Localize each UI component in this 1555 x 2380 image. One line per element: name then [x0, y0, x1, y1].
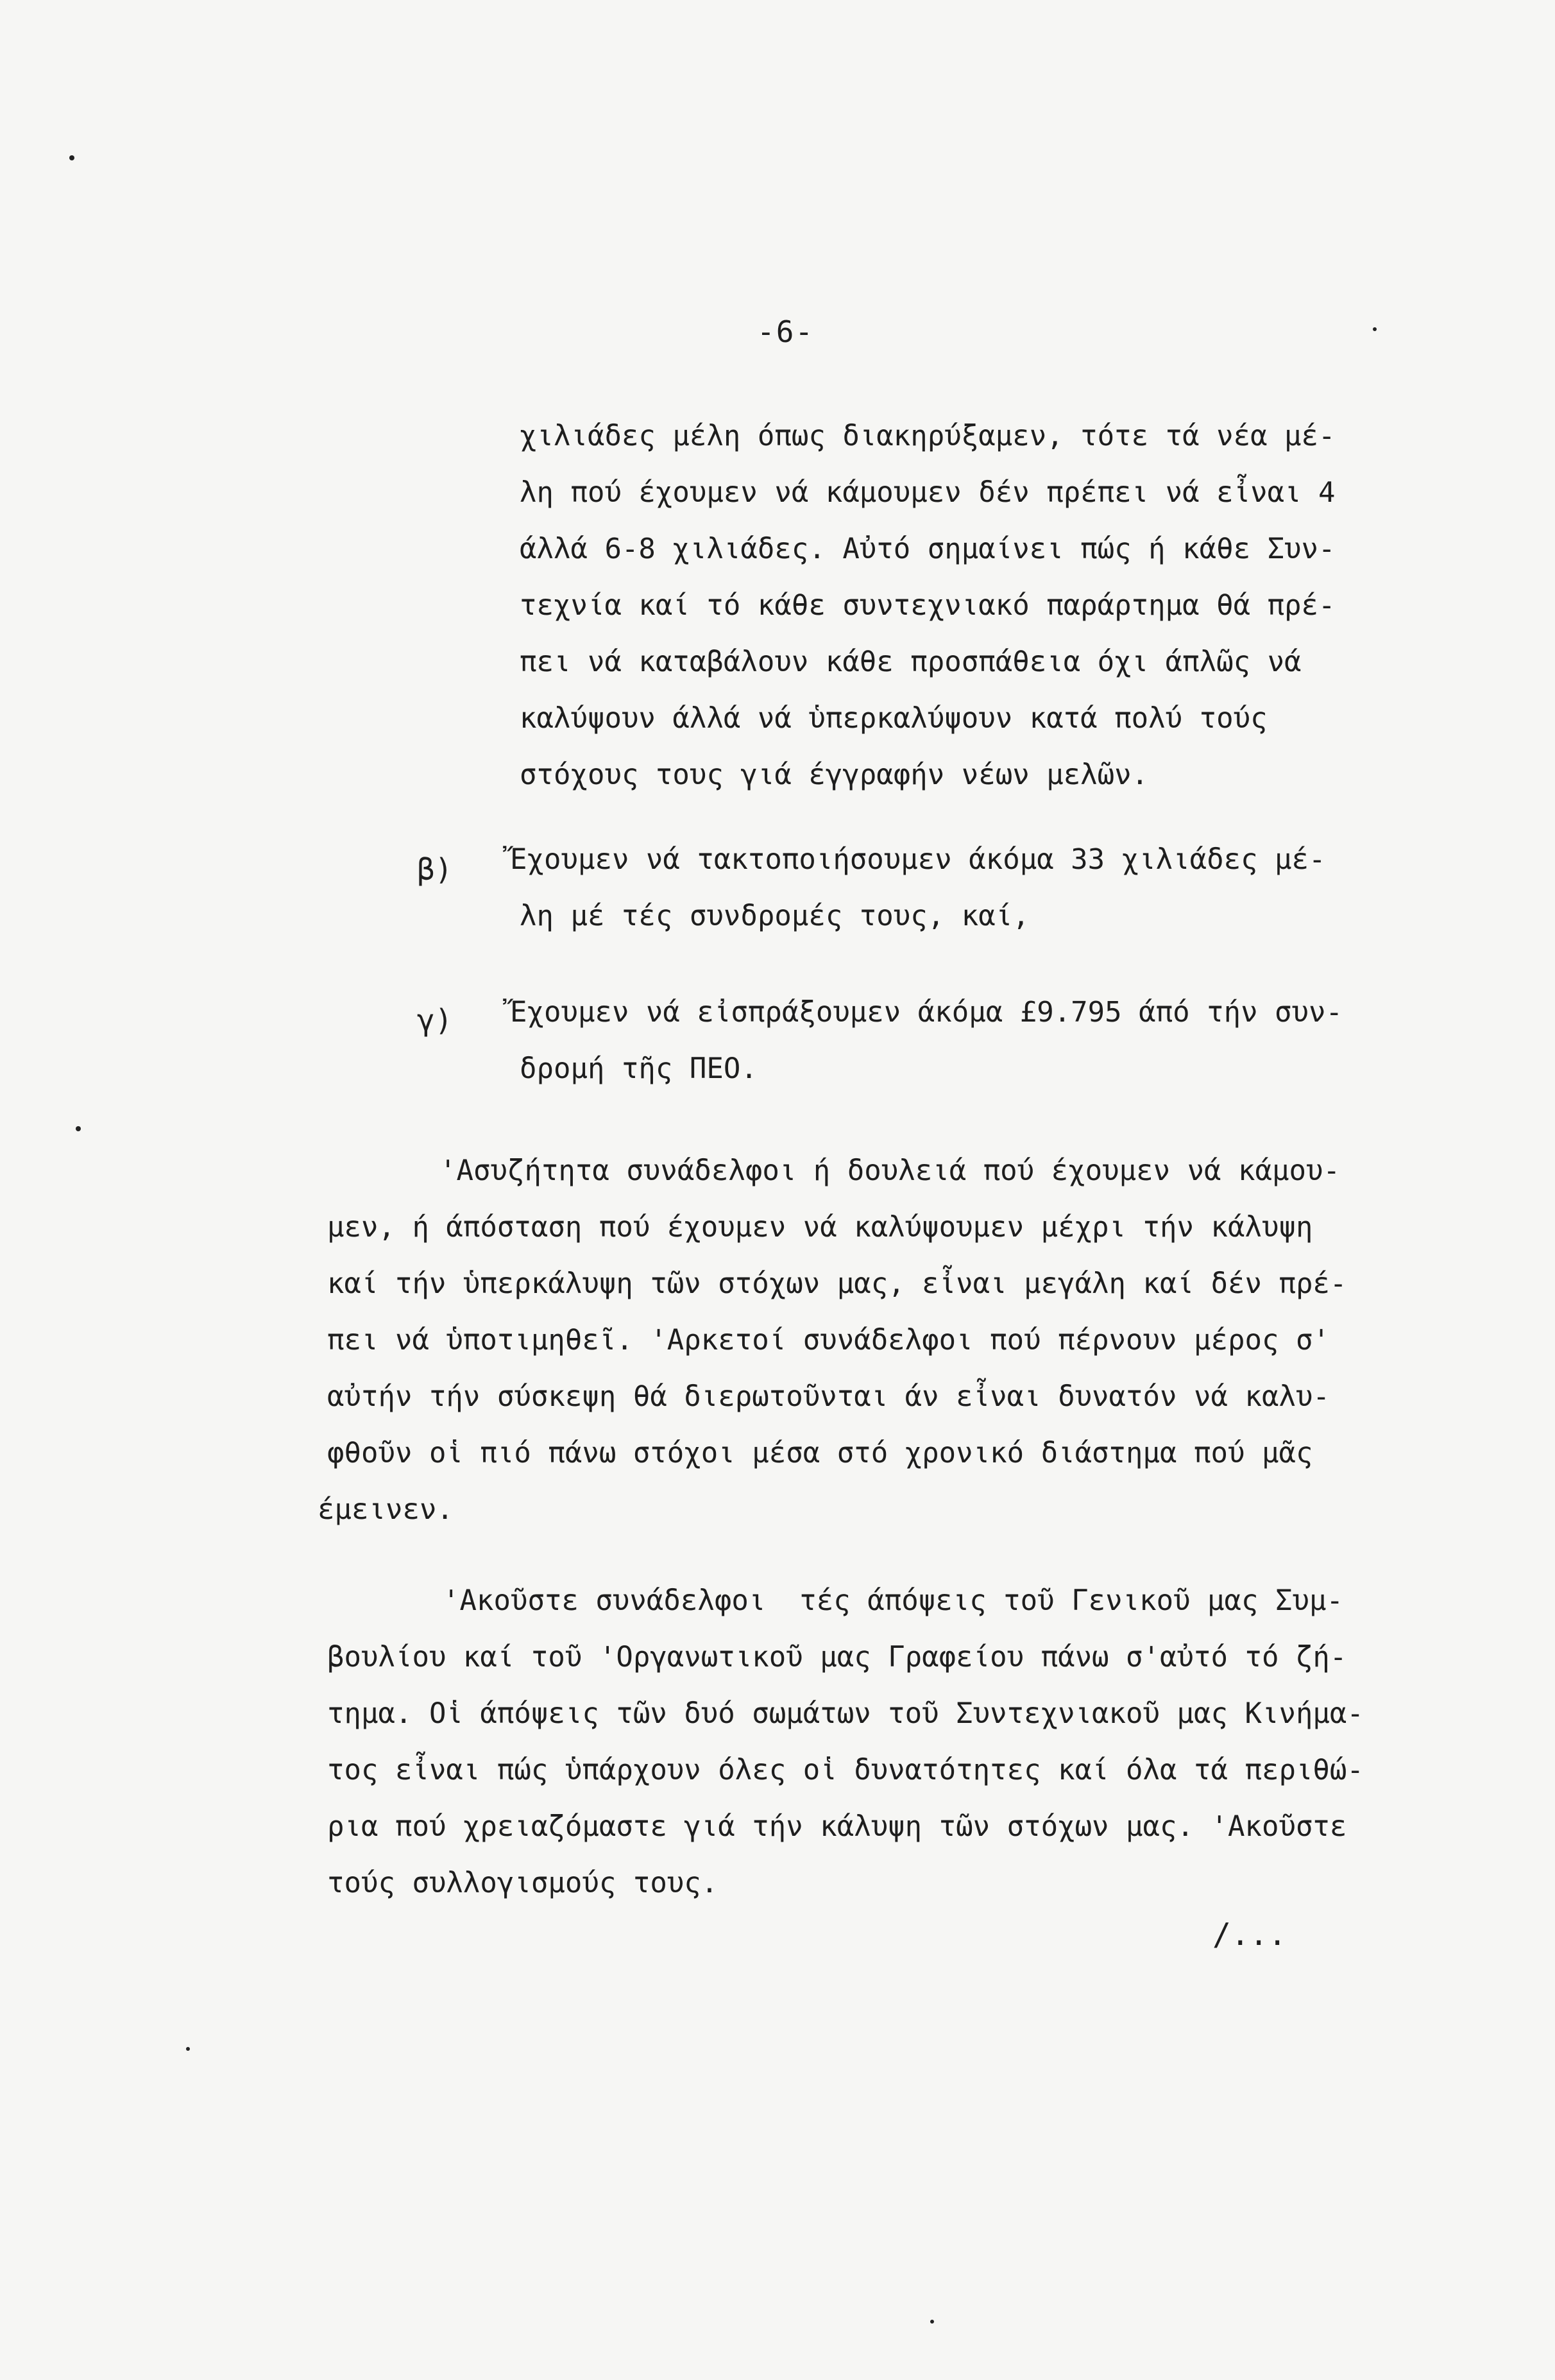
text-line: έμεινεν.	[318, 1493, 454, 1526]
scan-speck	[76, 1126, 81, 1131]
text-line: Ἔχουμεν νά εἰσπράξουμεν άκόμα £9.795 άπό τήν συν-	[510, 996, 1343, 1029]
list-marker: γ)	[417, 1003, 453, 1038]
text-line: ρια πού χρειαζόμαστε γιά τήν κάλυψη τῶν στόχων μας. 'Ακοῦστε	[327, 1810, 1347, 1843]
page-number: -6-	[757, 314, 815, 349]
text-line: τημα. Οἱ άπόψεις τῶν δυό σωμάτων τοῦ Συντεχνιακοῦ μας Κινήμα-	[327, 1697, 1364, 1730]
scan-speck	[930, 2320, 934, 2324]
text-line: πει νά ὑποτιμηθεῖ. 'Αρκετοί συνάδελφοι πού πέρνουν μέρος σ'	[327, 1324, 1330, 1357]
continuation-mark: /...	[1212, 1917, 1287, 1953]
text-line: τος εἶναι πώς ὑπάρχουν όλες οἱ δυνατότητες καί όλα τά περιθώ-	[327, 1754, 1364, 1786]
text-line: καλύψουν άλλά νά ὑπερκαλύψουν κατά πολύ τούς	[520, 702, 1268, 735]
scan-speck	[69, 155, 74, 160]
text-line: λη μέ τές συνδρομές τους, καί,	[520, 900, 1030, 932]
scan-speck	[186, 2047, 190, 2051]
text-line: τεχνία καί τό κάθε συντεχνιακό παράρτημα θά πρέ-	[520, 589, 1336, 622]
text-line: τούς συλλογισμούς τους.	[327, 1867, 718, 1899]
text-line: φθοῦν οἱ πιό πάνω στόχοι μέσα στό χρονικό διάστημα πού μᾶς	[327, 1437, 1313, 1469]
text-line: 'Ασυζήτητα συνάδελφοι ή δουλειά πού έχουμεν νά κάμου-	[439, 1154, 1340, 1187]
text-line: Ἔχουμεν νά τακτοποιήσουμεν άκόμα 33 χιλιάδες μέ-	[510, 843, 1326, 876]
text-line: πει νά καταβάλουν κάθε προσπάθεια όχι άπλῶς νά	[520, 646, 1302, 678]
text-line: βουλίου καί τοῦ 'Οργανωτικοῦ μας Γραφείου πάνω σ'αὐτό τό ζή-	[327, 1641, 1347, 1674]
text-line: καί τήν ὑπερκάλυψη τῶν στόχων μας, εἶναι μεγάλη καί δέν πρέ-	[327, 1267, 1347, 1300]
scan-speck	[1373, 327, 1377, 331]
text-line: χιλιάδες μέλη όπως διακηρύξαμεν, τότε τά νέα μέ-	[520, 420, 1336, 452]
text-line: δρομή τῆς ΠΕΟ.	[520, 1052, 758, 1085]
text-line: 'Ακοῦστε συνάδελφοι τές άπόψεις τοῦ Γενικοῦ μας Συμ-	[443, 1584, 1343, 1617]
list-marker: β)	[417, 852, 453, 887]
text-line: αὐτήν τήν σύσκεψη θά διερωτοῦνται άν εἶναι δυνατόν νά καλυ-	[327, 1380, 1330, 1413]
text-line: άλλά 6-8 χιλιάδες. Αὐτό σημαίνει πώς ή κάθε Συν-	[520, 533, 1336, 565]
text-line: λη πού έχουμεν νά κάμουμεν δέν πρέπει νά εἶναι 4	[520, 476, 1336, 509]
text-line: στόχους τους γιά έγγραφήν νέων μελῶν.	[520, 758, 1149, 791]
text-line: μεν, ή άπόσταση πού έχουμεν νά καλύψουμεν μέχρι τήν κάλυψη	[327, 1211, 1313, 1244]
